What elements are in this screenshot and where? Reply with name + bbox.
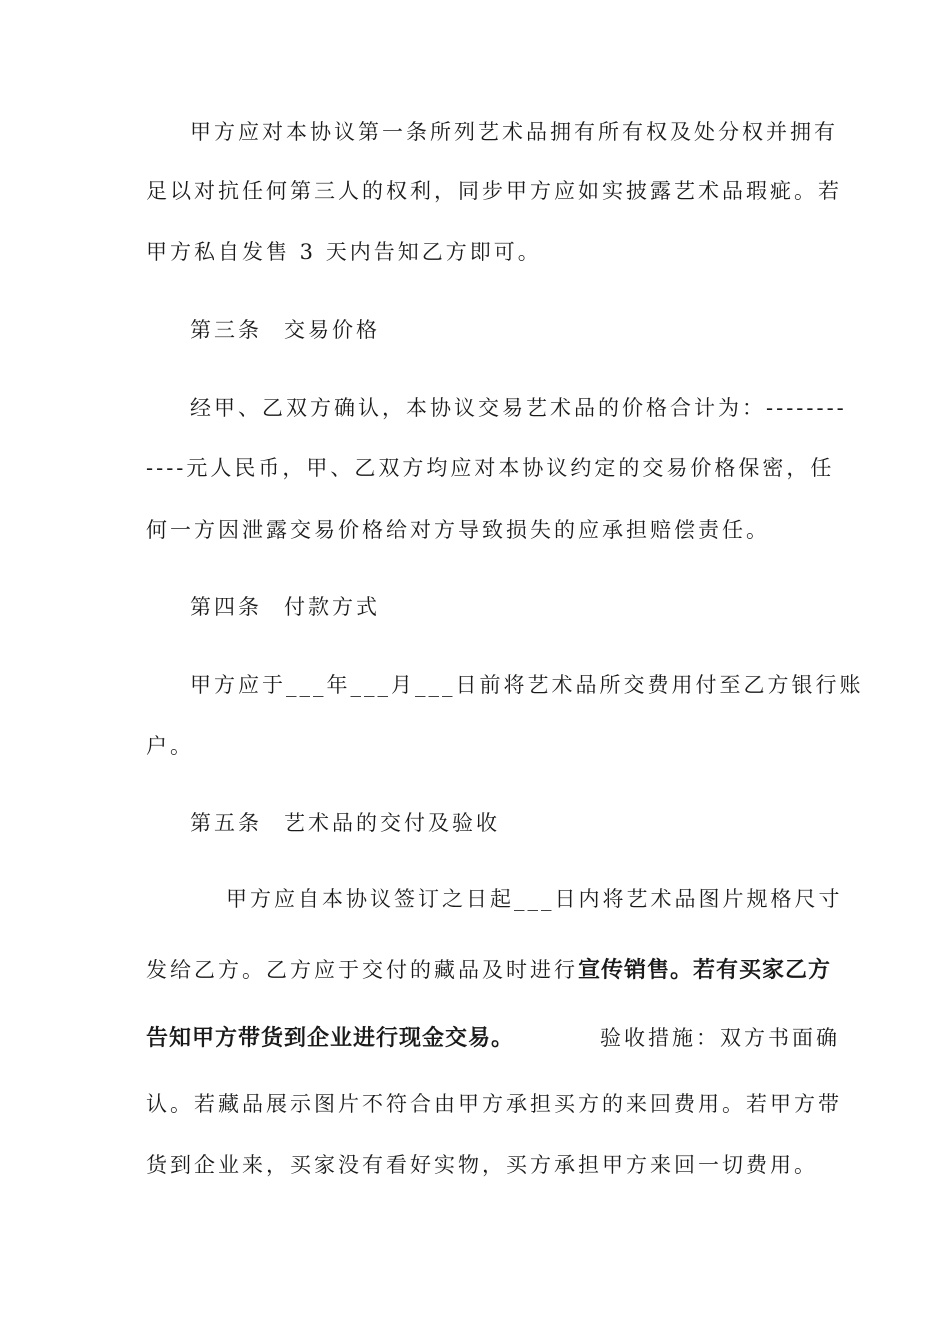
paragraph-line: 甲方应于___年___月___日前将艺术品所交费用付至乙方银行账 bbox=[190, 673, 864, 697]
paragraph-line: ----元人民币，甲、乙双方均应对本协议约定的交易价格保密，任 bbox=[146, 456, 835, 480]
paragraph-line: 货到企业来，买家没有看好实物，买方承担甲方来回一切费用。 bbox=[146, 1153, 818, 1177]
article-number: 第四条 bbox=[190, 595, 262, 619]
article-title: 艺术品的交付及验收 bbox=[284, 811, 500, 835]
paragraph-line: 甲方应对本协议第一条所列艺术品拥有所有权及处分权并拥有 bbox=[190, 120, 838, 144]
article-title: 交易价格 bbox=[284, 318, 380, 342]
paragraph-line: 足以对抗任何第三人的权利，同步甲方应如实披露艺术品瑕疵。若 bbox=[146, 179, 842, 203]
bold-text: 宣传销售。若有买家乙方 bbox=[578, 958, 832, 983]
bold-text: 告知甲方带货到企业进行现金交易。 bbox=[146, 1026, 515, 1051]
article-title: 付款方式 bbox=[284, 595, 380, 619]
line-text: 发给乙方。乙方应于交付的藏品及时进行 bbox=[146, 958, 578, 982]
paragraph-line: 甲方私自发售 3 天内告知乙方即可。 bbox=[146, 240, 542, 264]
article-number: 第三条 bbox=[190, 318, 262, 342]
paragraph-line: 甲方应自本协议签订之日起___日内将艺术品图片规格尺寸 bbox=[226, 887, 843, 911]
paragraph-line: 认。若藏品展示图片不符合由甲方承担买方的来回费用。若甲方带 bbox=[146, 1092, 842, 1116]
paragraph-line bbox=[146, 955, 832, 986]
paragraph-line bbox=[146, 1023, 841, 1054]
line-text: 验收措施：双方书面确 bbox=[600, 1026, 841, 1050]
article-number: 第五条 bbox=[190, 811, 262, 835]
paragraph-line: 何一方因泄露交易价格给对方导致损失的应承担赔偿责任。 bbox=[146, 518, 770, 542]
article-heading-3 bbox=[190, 315, 860, 345]
paragraph-line: 户。 bbox=[146, 734, 194, 758]
article-heading-5 bbox=[190, 808, 860, 838]
article-heading-4 bbox=[190, 592, 860, 622]
paragraph-line: 经甲、乙双方确认，本协议交易艺术品的价格合计为：-------- bbox=[190, 396, 847, 420]
